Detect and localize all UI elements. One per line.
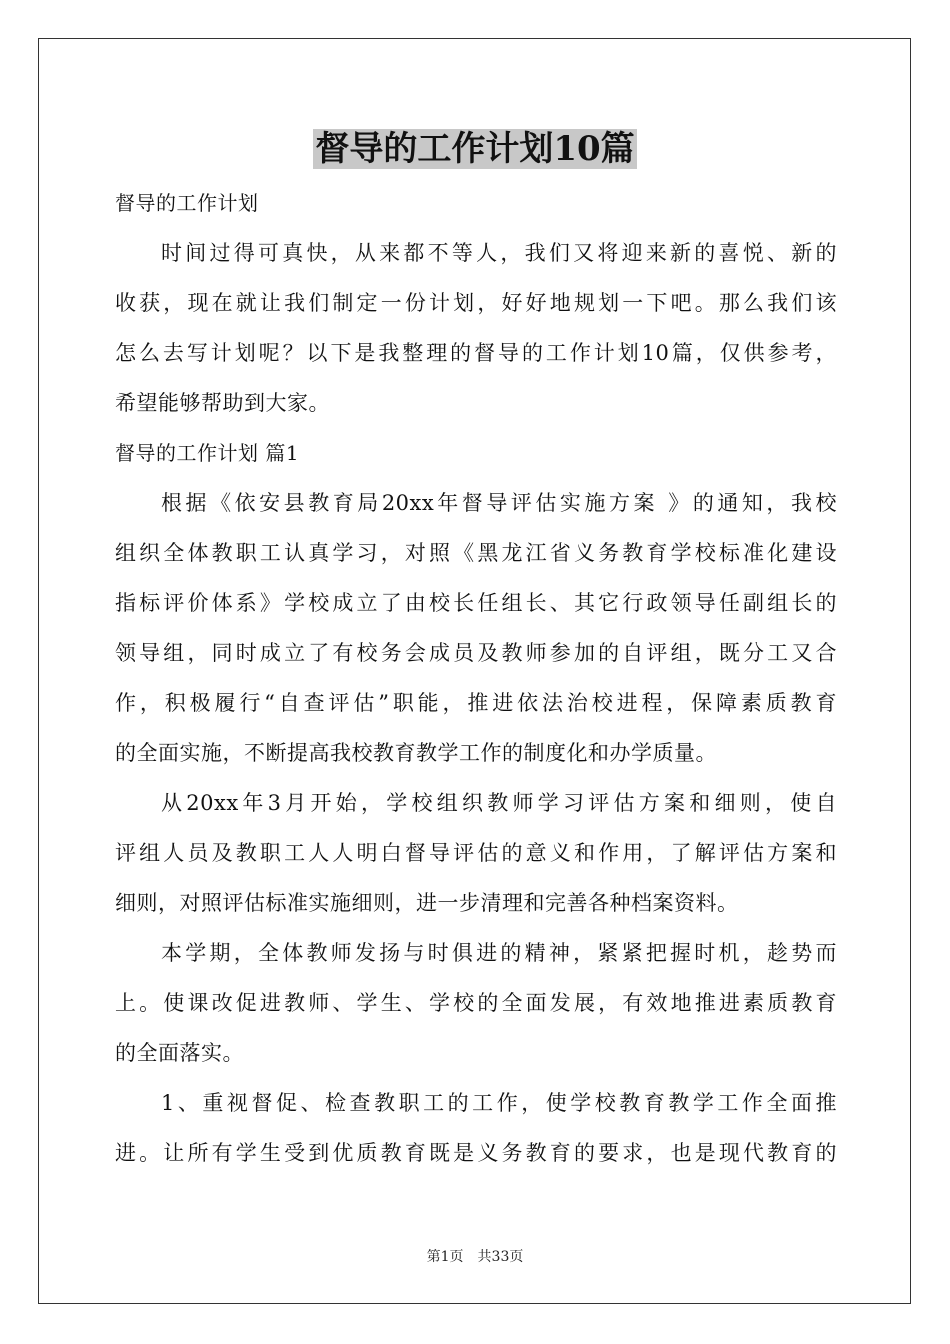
paragraph-line: 的全面落实。 bbox=[115, 1041, 244, 1065]
section-heading: 督导的工作计划 篇1 bbox=[115, 441, 300, 465]
paragraph-line: 1、重视督促、检查教职工的工作，使学校教育教学工作全面推 bbox=[161, 1091, 837, 1115]
page-footer: 第1页 共33页 bbox=[426, 1249, 524, 1265]
paragraph-line: 组织全体教职工认真学习，对照《黑龙江省义务教育学校标准化建设 bbox=[115, 541, 837, 565]
paragraph-line: 作，积极履行“自查评估”职能，推进依法治校进程，保障素质教育 bbox=[115, 691, 837, 715]
section-heading: 督导的工作计划 bbox=[115, 191, 259, 215]
paragraph-line: 本学期，全体教师发扬与时俱进的精神，紧紧把握时机，趁势而 bbox=[161, 941, 837, 965]
paragraph-line: 细则，对照评估标准实施细则，进一步清理和完善各种档案资料。 bbox=[115, 891, 739, 915]
paragraph-line: 根据《依安县教育局20xx年督导评估实施方案 》的通知，我校 bbox=[161, 491, 837, 515]
paragraph-line: 收获，现在就让我们制定一份计划，好好地规划一下吧。那么我们该 bbox=[115, 291, 837, 315]
document-body bbox=[115, 178, 837, 1178]
paragraph-line: 的全面实施，不断提高我校教育教学工作的制度化和办学质量。 bbox=[115, 741, 717, 765]
paragraph-line: 怎么去写计划呢？以下是我整理的督导的工作计划10篇，仅供参考， bbox=[115, 341, 837, 365]
paragraph-line: 希望能够帮助到大家。 bbox=[115, 391, 330, 415]
paragraph-line: 上。使课改促进教师、学生、学校的全面发展，有效地推进素质教育 bbox=[115, 991, 837, 1015]
paragraph-line: 时间过得可真快，从来都不等人，我们又将迎来新的喜悦、新的 bbox=[161, 241, 837, 265]
paragraph-line: 评组人员及教职工人人明白督导评估的意义和作用，了解评估方案和 bbox=[115, 841, 837, 865]
document-title bbox=[0, 127, 950, 171]
document-title-text: 督导的工作计划10篇 bbox=[315, 129, 635, 169]
paragraph-line: 领导组，同时成立了有校务会成员及教师参加的自评组，既分工又合 bbox=[115, 641, 837, 665]
paragraph-line: 进。让所有学生受到优质教育既是义务教育的要求，也是现代教育的 bbox=[115, 1141, 837, 1165]
paragraph-line: 从20xx年3月开始，学校组织教师学习评估方案和细则，使自 bbox=[161, 791, 837, 815]
paragraph-line: 指标评价体系》学校成立了由校长任组长、其它行政领导任副组长的 bbox=[115, 591, 837, 615]
